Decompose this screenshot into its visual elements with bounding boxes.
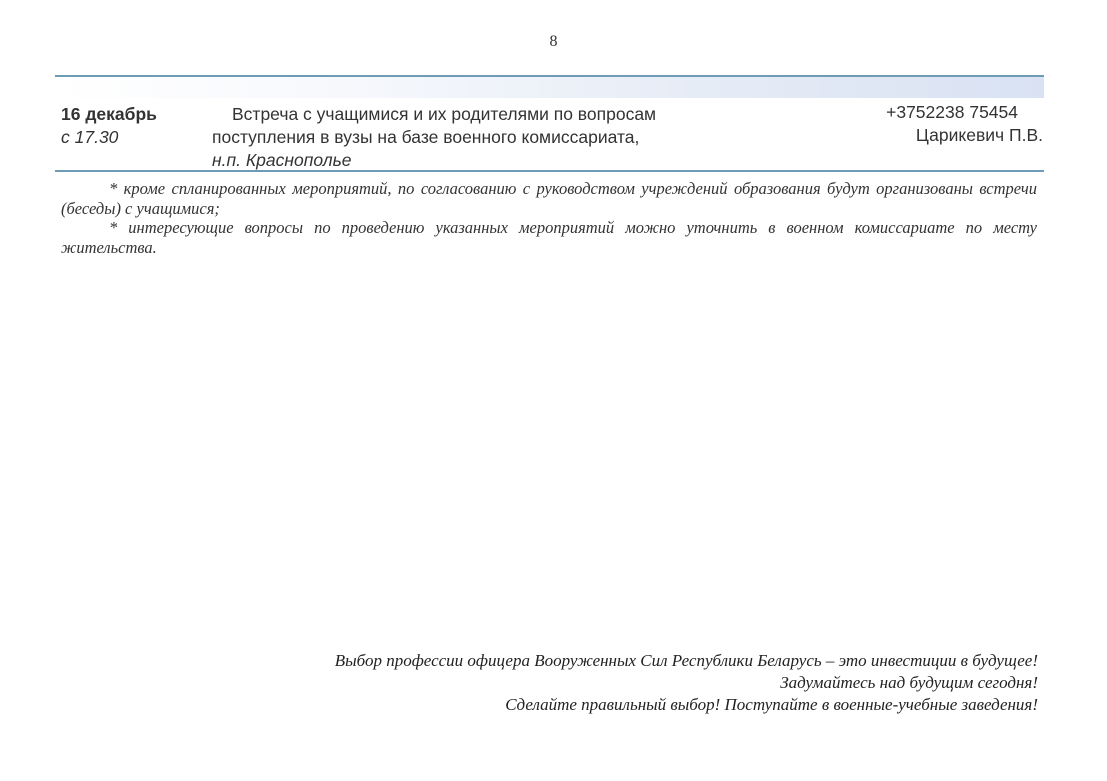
contact-person: Царикевич П.В.	[915, 125, 1043, 145]
closing-line-2: Задумайтесь над будущим сегодня!	[780, 673, 1038, 692]
event-date-cell	[61, 103, 157, 149]
page-number: 8	[549, 33, 558, 50]
event-description-line1: Встреча с учащимися и их родителями по вопросам	[232, 104, 657, 124]
table-bottom-rule	[55, 170, 1044, 172]
closing-line-3: Сделайте правильный выбор! Поступайте в военные-учебные заведения!	[505, 695, 1038, 714]
footnotes	[61, 179, 1037, 257]
closing-line-1: Выбор профессии офицера Вооруженных Сил Республики Беларусь – это инвестиции в будущее!	[334, 651, 1038, 670]
event-contact-cell	[800, 101, 1043, 147]
footnote-1: * кроме спланированных мероприятий, по согласованию с руководством учреждений образования будут организованы встречи (беседы) с учащимися;	[61, 179, 1037, 218]
event-date: 16 декабрь	[61, 104, 157, 124]
contact-phone: +3752238 75454	[886, 102, 1018, 122]
event-description-line2: поступления в вузы на базе военного комиссариата,	[212, 127, 640, 147]
event-time: с 17.30	[61, 127, 119, 147]
footnote-2: * интересующие вопросы по проведению указанных мероприятий можно уточнить в военном комиссариате по месту жительства.	[61, 218, 1037, 257]
event-description-cell	[212, 103, 772, 172]
table-top-rule	[55, 75, 1044, 77]
event-place: н.п. Краснополье	[212, 150, 352, 170]
table-header-band	[55, 76, 1044, 98]
closing-slogan	[120, 650, 1038, 716]
